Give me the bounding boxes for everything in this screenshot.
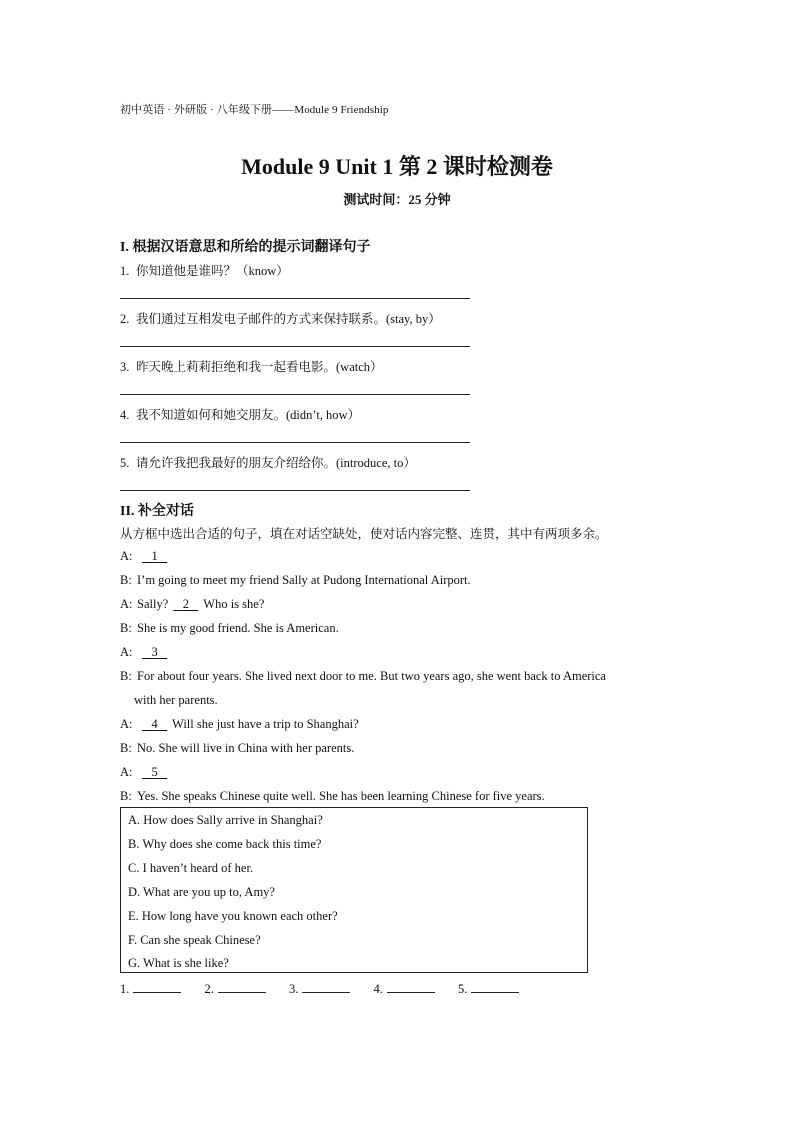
dialogue-blank-4[interactable]: 4 xyxy=(151,717,158,731)
option-e: E. How long have you known each other? xyxy=(128,909,338,923)
translation-item-1: 1. 你知道他是谁吗？（know） xyxy=(120,264,289,278)
section1-heading: I. 根据汉语意思和所给的提示词翻译句子 xyxy=(120,240,371,255)
option-a: A. How does Sally arrive in Shanghai? xyxy=(128,813,323,827)
answer-line-1[interactable] xyxy=(120,298,470,299)
option-c: C. I haven’t heard of her. xyxy=(128,861,254,875)
dialogue-line: B: No. She will live in China with her parents. xyxy=(120,741,355,755)
page-title: Module 9 Unit 1 第 2 课时检测卷 xyxy=(241,154,553,179)
answer-line-3[interactable] xyxy=(120,394,470,395)
dialogue-line: A: Sally? 2 Who is she? xyxy=(120,597,265,611)
answer-line-2[interactable] xyxy=(120,346,470,347)
section2-heading: II. 补全对话 xyxy=(120,504,194,519)
translation-item-3: 3. 昨天晚上莉莉拒绝和我一起看电影。(watch） xyxy=(120,360,383,374)
dialogue-blank-5[interactable]: 5 xyxy=(151,765,158,779)
dialogue-line: B: Yes. She speaks Chinese quite well. She has been learning Chinese for five years. xyxy=(120,789,545,803)
dialogue-line: A: 4 Will she just have a trip to Shanghai? xyxy=(120,717,359,731)
dialogue-line: A: 5 xyxy=(120,765,169,780)
page-header: 初中英语 · 外研版 · 八年级下册——Module 9 Friendship xyxy=(120,104,389,116)
section2-instruction: 从方框中选出合适的句子，填在对话空缺处，使对话内容完整、连贯，其中有两项多余。 xyxy=(120,527,608,541)
dialogue-line-continued: with her parents. xyxy=(134,693,218,707)
dialogue-blank-2[interactable]: 2 xyxy=(182,597,189,611)
answer-slot-1[interactable]: 1. xyxy=(120,981,181,997)
translation-item-5: 5. 请允许我把我最好的朋友介绍给你。(introduce, to） xyxy=(120,456,416,470)
answer-slot-2[interactable]: 2. xyxy=(205,981,266,997)
answer-slot-5[interactable]: 5. xyxy=(458,981,519,997)
dialogue-line: A: 1 xyxy=(120,549,169,564)
option-f: F. Can she speak Chinese? xyxy=(128,933,261,947)
answer-slot-3[interactable]: 3. xyxy=(289,981,350,997)
dialogue-blank-1[interactable]: 1 xyxy=(151,549,158,563)
option-d: D. What are you up to, Amy? xyxy=(128,885,275,899)
option-g: G. What is she like? xyxy=(128,956,229,970)
answer-line-4[interactable] xyxy=(120,442,470,443)
answer-slot-4[interactable]: 4. xyxy=(374,981,435,997)
answer-row xyxy=(120,981,539,997)
dialogue-line: B: I’m going to meet my friend Sally at Pudong International Airport. xyxy=(120,573,471,587)
options-box xyxy=(120,807,588,973)
test-duration: 测试时间：25 分钟 xyxy=(343,192,451,207)
dialogue-line: A: 3 xyxy=(120,645,169,660)
translation-item-2: 2. 我们通过互相发电子邮件的方式来保持联系。(stay, by） xyxy=(120,312,441,326)
dialogue-line: B: For about four years. She lived next door to me. But two years ago, she went back to America xyxy=(120,669,606,683)
option-b: B. Why does she come back this time? xyxy=(128,837,322,851)
answer-line-5[interactable] xyxy=(120,490,470,491)
translation-item-4: 4. 我不知道如何和她交朋友。(didn’t, how） xyxy=(120,408,361,422)
dialogue-blank-3[interactable]: 3 xyxy=(151,645,158,659)
dialogue-line: B: She is my good friend. She is American. xyxy=(120,621,339,635)
